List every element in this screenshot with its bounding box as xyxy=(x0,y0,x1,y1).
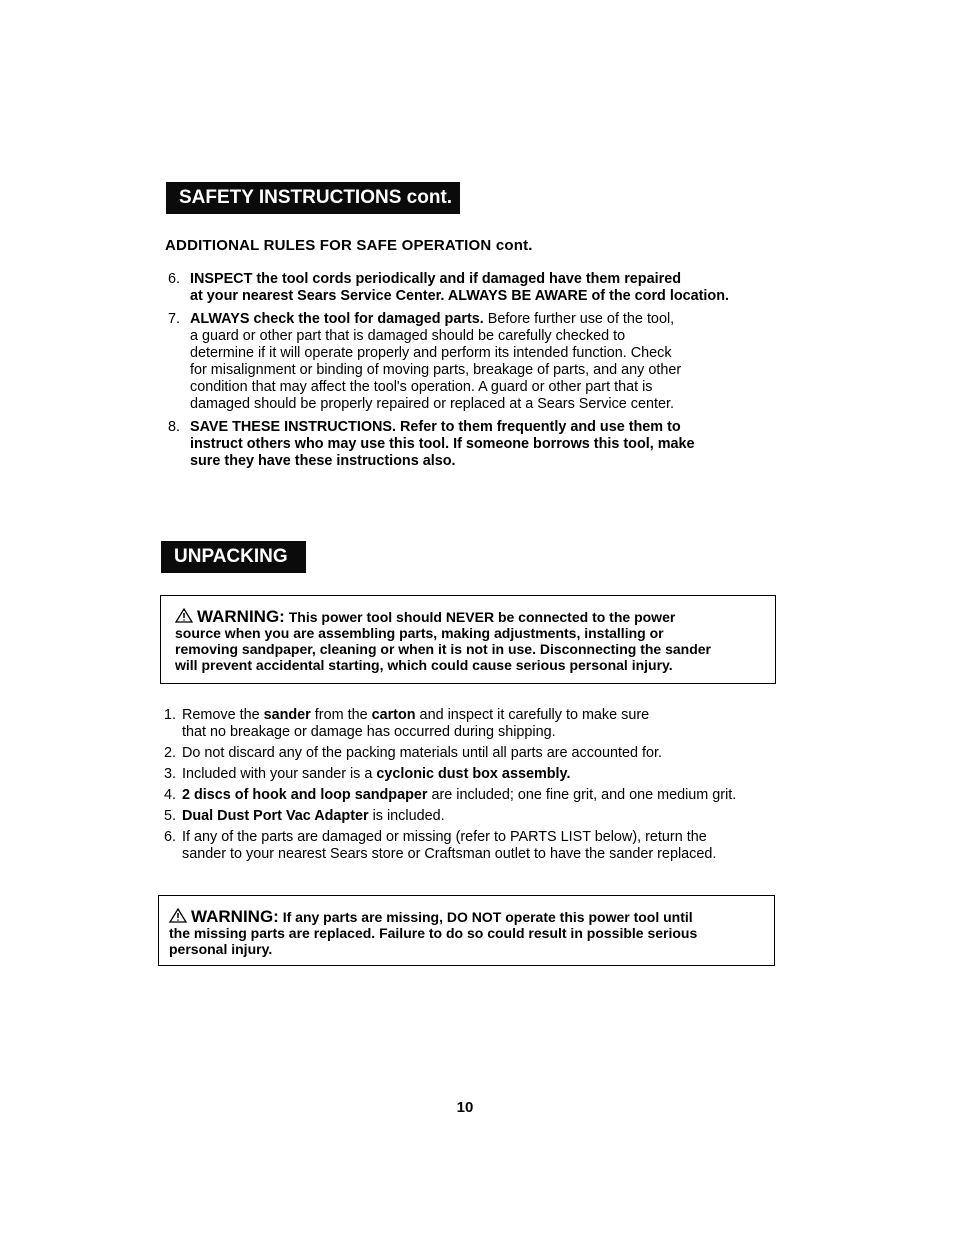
warning-box-missing-parts xyxy=(158,895,775,966)
list-item-line xyxy=(190,311,768,328)
warning-triangle-icon xyxy=(169,908,187,923)
warning-box-connection xyxy=(160,595,776,684)
unpacking-banner xyxy=(161,541,306,573)
warning-triangle-icon xyxy=(175,608,193,623)
list-item-number: 3. xyxy=(164,766,177,782)
list-item-line xyxy=(190,453,768,470)
safety-rules-list xyxy=(168,271,768,476)
body-text: and inspect it carefully to make sure xyxy=(415,707,650,723)
list-item-number: 2. xyxy=(164,745,177,761)
body-text: that no breakage or damage has occurred during shipping. xyxy=(182,724,556,740)
body-text: is included. xyxy=(368,808,445,824)
list-item-line xyxy=(182,829,804,846)
list-item-line xyxy=(190,328,768,345)
body-text: a guard or other part that is damaged should be carefully checked to xyxy=(190,328,626,344)
body-text: from the xyxy=(310,707,372,723)
bold-text: ALWAYS check the tool for damaged parts. xyxy=(190,311,484,327)
warning-line xyxy=(175,657,765,673)
warning-text: the missing parts are replaced. Failure to do so could result in possible serious xyxy=(169,925,698,941)
bold-text: SAVE THESE INSTRUCTIONS. Refer to them frequently and use them to xyxy=(190,419,681,435)
list-item-line xyxy=(182,787,804,804)
list-item xyxy=(164,707,804,741)
list-item xyxy=(168,419,768,470)
warning-text: personal injury. xyxy=(169,941,273,957)
bold-text: INSPECT the tool cords periodically and if damaged have them repaired xyxy=(190,271,681,287)
body-text: Do not discard any of the packing materials until all parts are accounted for. xyxy=(182,745,662,761)
body-text: determine if it will operate properly and perform its intended function. Check xyxy=(190,345,672,361)
list-item-line xyxy=(182,707,804,724)
page-number: 10 xyxy=(456,1099,474,1116)
list-item xyxy=(168,271,768,305)
safety-instructions-banner xyxy=(166,182,460,214)
bold-text: carton xyxy=(371,707,416,723)
list-item-number: 7. xyxy=(168,311,181,327)
warning-line xyxy=(175,641,765,657)
bold-text: sander xyxy=(263,707,311,723)
list-item xyxy=(164,745,804,762)
list-item xyxy=(164,787,804,804)
list-item-number: 4. xyxy=(164,787,177,803)
warning-label: WARNING: xyxy=(197,607,285,626)
safety-banner-title: SAFETY INSTRUCTIONS cont. xyxy=(179,187,453,208)
bold-text: cyclonic dust box assembly. xyxy=(376,766,571,782)
body-text: If any of the parts are damaged or missing (refer to PARTS LIST below), return the xyxy=(182,829,707,845)
list-item-line xyxy=(182,724,804,741)
list-item-line xyxy=(190,362,768,379)
body-text: Remove the xyxy=(182,707,264,723)
warning-label: WARNING: xyxy=(191,907,279,926)
unpacking-steps-list xyxy=(164,707,804,867)
bold-text: 2 discs of hook and loop sandpaper xyxy=(182,787,428,803)
warning-text: removing sandpaper, cleaning or when it is not in use. Disconnecting the sander xyxy=(175,641,711,657)
list-item xyxy=(168,311,768,413)
list-item-line xyxy=(190,288,768,305)
bold-text: instruct others who may use this tool. If someone borrows this tool, make xyxy=(190,436,695,452)
list-item-line xyxy=(190,379,768,396)
unpacking-banner-title: UNPACKING xyxy=(174,546,288,567)
list-item xyxy=(164,829,804,863)
warning-line xyxy=(169,941,764,957)
bold-text: sure they have these instructions also. xyxy=(190,453,456,469)
body-text: for misalignment or binding of moving parts, breakage of parts, and any other xyxy=(190,362,682,378)
warning-line xyxy=(175,608,765,625)
list-item-number: 5. xyxy=(164,808,177,824)
warning-line xyxy=(175,625,765,641)
list-item-number: 6. xyxy=(168,271,181,287)
list-item-line xyxy=(182,808,804,825)
list-item-line xyxy=(190,271,768,288)
body-text: condition that may affect the tool's operation. A guard or other part that is xyxy=(190,379,653,395)
warning-text: will prevent accidental starting, which could cause serious personal injury. xyxy=(175,657,673,673)
warning-line xyxy=(169,908,764,925)
warning-text: This power tool should NEVER be connected to the power xyxy=(284,609,676,625)
body-text: sander to your nearest Sears store or Craftsman outlet to have the sander replaced. xyxy=(182,846,717,862)
list-item-line xyxy=(190,419,768,436)
body-text: Included with your sander is a xyxy=(182,766,377,782)
warning-text: source when you are assembling parts, making adjustments, installing or xyxy=(175,625,664,641)
body-text: damaged should be properly repaired or replaced at a Sears Service center. xyxy=(190,396,674,412)
body-text: Before further use of the tool, xyxy=(483,311,675,327)
list-item-number: 1. xyxy=(164,707,177,723)
list-item-number: 6. xyxy=(164,829,177,845)
additional-rules-subheading: ADDITIONAL RULES FOR SAFE OPERATION cont. xyxy=(165,237,533,254)
list-item-line xyxy=(182,846,804,863)
list-item-line xyxy=(182,745,804,762)
list-item xyxy=(164,808,804,825)
list-item-line xyxy=(190,436,768,453)
list-item-line xyxy=(182,766,804,783)
list-item-number: 8. xyxy=(168,419,181,435)
body-text: are included; one fine grit, and one medium grit. xyxy=(427,787,737,803)
list-item-line xyxy=(190,396,768,413)
bold-text: Dual Dust Port Vac Adapter xyxy=(182,808,369,824)
warning-text: If any parts are missing, DO NOT operate this power tool until xyxy=(278,909,693,925)
bold-text: at your nearest Sears Service Center. ALWAYS BE AWARE of the cord location. xyxy=(190,288,730,304)
list-item xyxy=(164,766,804,783)
warning-line xyxy=(169,925,764,941)
list-item-line xyxy=(190,345,768,362)
